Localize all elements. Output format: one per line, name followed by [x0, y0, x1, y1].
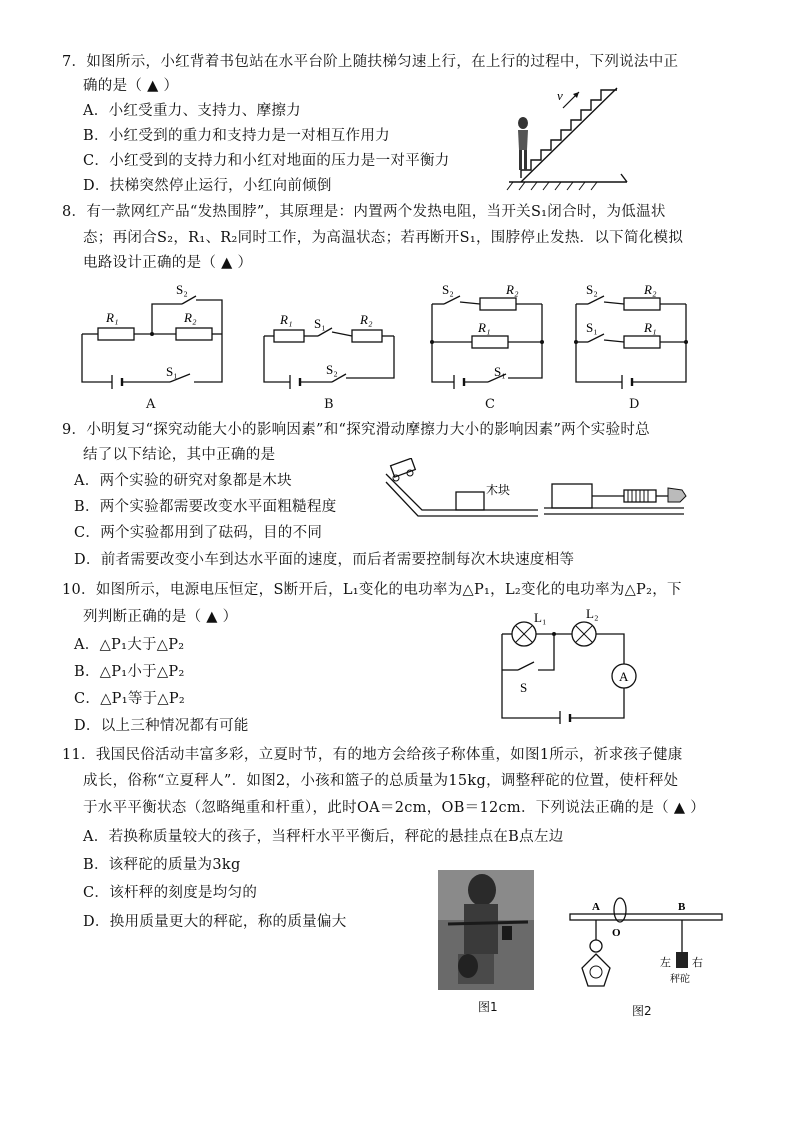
label-b: B — [678, 901, 686, 913]
q8-caption-b: B — [324, 397, 334, 412]
q10-option-a: A．△P₁大于△P₂ — [74, 637, 185, 653]
label-s1: S₁ — [586, 320, 598, 335]
label-s2: S₂ — [176, 282, 188, 297]
q7-escalator-figure — [505, 78, 635, 196]
q11-figure2-caption: 图2 — [632, 1004, 652, 1018]
q8-circuit-c — [428, 282, 548, 394]
q8-stem-line3: 电路设计正确的是（ ▲ ） — [83, 255, 253, 271]
q11-option-b: B．该秤砣的质量为3kg — [83, 857, 241, 873]
label-left: 左 — [660, 957, 671, 969]
q9-ramp-figure — [382, 458, 542, 522]
lamp-l1-icon — [512, 622, 536, 646]
q8-circuit-a — [78, 282, 228, 394]
q10-option-c: C．△P₁等于△P₂ — [74, 691, 186, 707]
label-o: O — [612, 927, 621, 939]
child-in-basket-icon — [590, 966, 602, 978]
label-r1: R₁ — [280, 312, 293, 327]
q7-stem-line2: 确的是（ ▲ ） — [83, 78, 179, 94]
q11-steelyard-figure2 — [566, 896, 726, 996]
q11-figure1-caption: 图1 — [478, 1000, 498, 1014]
q7-option-a: A．小红受重力、支持力、摩擦力 — [83, 103, 301, 119]
q9-option-d: D．前者需要改变小车到达水平面的速度，而后者需要控制每次木块速度相等 — [74, 552, 575, 568]
q10-stem-line2: 列判断正确的是（ ▲ ） — [83, 609, 238, 625]
q11-option-c: C．该杆秤的刻度是均匀的 — [83, 885, 258, 901]
label-r1: R₁ — [644, 320, 657, 335]
q11-stem-line1: 11．我国民俗活动丰富多彩，立夏时节，有的地方会给孩子称体重，如图1所示，祈求孩子健康 — [62, 747, 683, 763]
label-s: S — [520, 680, 528, 695]
q11-stem-line2: 成长，俗称“立夏秤人”．如图2，小孩和篮子的总质量为15kg，调整秤砣的位置，使杆秤处 — [83, 773, 679, 789]
label-s1: S₁ — [494, 364, 506, 379]
q8-circuit-b — [260, 300, 400, 394]
q8-caption-a: A — [146, 397, 156, 412]
label-r2: R₂ — [360, 312, 373, 327]
q9-friction-figure — [540, 470, 688, 520]
counterweight-icon — [676, 952, 688, 968]
label-right: 右 — [692, 957, 703, 969]
hand-icon — [668, 488, 686, 502]
ammeter-label: A — [619, 669, 629, 684]
q7-stem-line1: 7．如图所示，小红背着书包站在水平台阶上随扶梯匀速上行，在上行的过程中，下列说法中正 — [62, 54, 679, 70]
label-l2: L₂ — [586, 606, 599, 621]
label-s2: S₂ — [586, 282, 598, 297]
q9-stem-line1: 9．小明复习“探究动能大小的影响因素”和“探究滑动摩擦力大小的影响因素”两个实验时总 — [62, 422, 650, 438]
q9-stem-line2: 结了以下结论，其中正确的是 — [83, 447, 276, 463]
label-r2: R₂ — [506, 282, 519, 297]
q7-option-d: D．扶梯突然停止运行，小红向前倾倒 — [83, 178, 332, 194]
q9-option-c: C．两个实验都用到了砝码，目的不同 — [74, 525, 323, 541]
block-label: 木块 — [486, 483, 511, 497]
spring-scale-icon — [628, 490, 648, 502]
q7-option-b: B．小红受到的重力和支持力是一对相互作用力 — [83, 128, 390, 144]
q7-option-c: C．小红受到的支持力和小红对地面的压力是一对平衡力 — [83, 153, 450, 169]
q10-stem-line1: 10．如图所示，电源电压恒定，S断开后，L₁变化的电功率为△P₁，L₂变化的电功率为△P₂，下 — [62, 582, 682, 598]
q9-option-b: B．两个实验都需要改变水平面粗糙程度 — [74, 499, 337, 515]
q9-option-a: A．两个实验的研究对象都是木块 — [74, 473, 292, 489]
label-a: A — [592, 901, 600, 913]
velocity-label: v — [557, 88, 563, 103]
label-s2: S₂ — [326, 362, 338, 377]
label-r1: R₁ — [106, 310, 119, 325]
q8-caption-d: D — [629, 397, 640, 412]
q8-stem-line2: 态；再闭合S₂，R₁、R₂同时工作，为高温状态；若再断开S₁，围脖停止发热．以下简化模拟 — [83, 230, 684, 246]
label-r2: R₂ — [184, 310, 197, 325]
label-s1: S₁ — [166, 364, 178, 379]
q11-option-a: A．若换称质量较大的孩子，当秤杆水平平衡后，秤砣的悬挂点在B点左边 — [83, 829, 564, 845]
label-r1: R₁ — [478, 320, 491, 335]
label-s2: S₂ — [442, 282, 454, 297]
lamp-l2-icon — [572, 622, 596, 646]
q8-circuit-d — [572, 282, 692, 394]
girl-figure-icon — [518, 117, 528, 170]
q8-stem-line1: 8．有一款网红产品“发热围脖”，其原理是：内置两个发热电阻，当开关S₁闭合时，为低温状 — [62, 204, 666, 220]
q10-option-d: D．以上三种情况都有可能 — [74, 718, 249, 734]
label-l1: L₁ — [534, 610, 547, 625]
q11-photo-figure1 — [438, 870, 534, 990]
label-s1: S₁ — [314, 316, 326, 331]
label-weight: 秤砣 — [670, 974, 690, 985]
q10-option-b: B．△P₁小于△P₂ — [74, 664, 185, 680]
q10-circuit-figure — [494, 606, 644, 724]
q11-option-d: D．换用质量更大的秤砣，称的质量偏大 — [83, 914, 347, 930]
q8-caption-c: C — [485, 397, 496, 412]
q11-stem-line3: 于水平平衡状态（忽略绳重和杆重），此时OA＝2cm，OB＝12cm．下列说法正确的是（ ▲ ） — [83, 800, 706, 816]
label-r2: R₂ — [644, 282, 657, 297]
